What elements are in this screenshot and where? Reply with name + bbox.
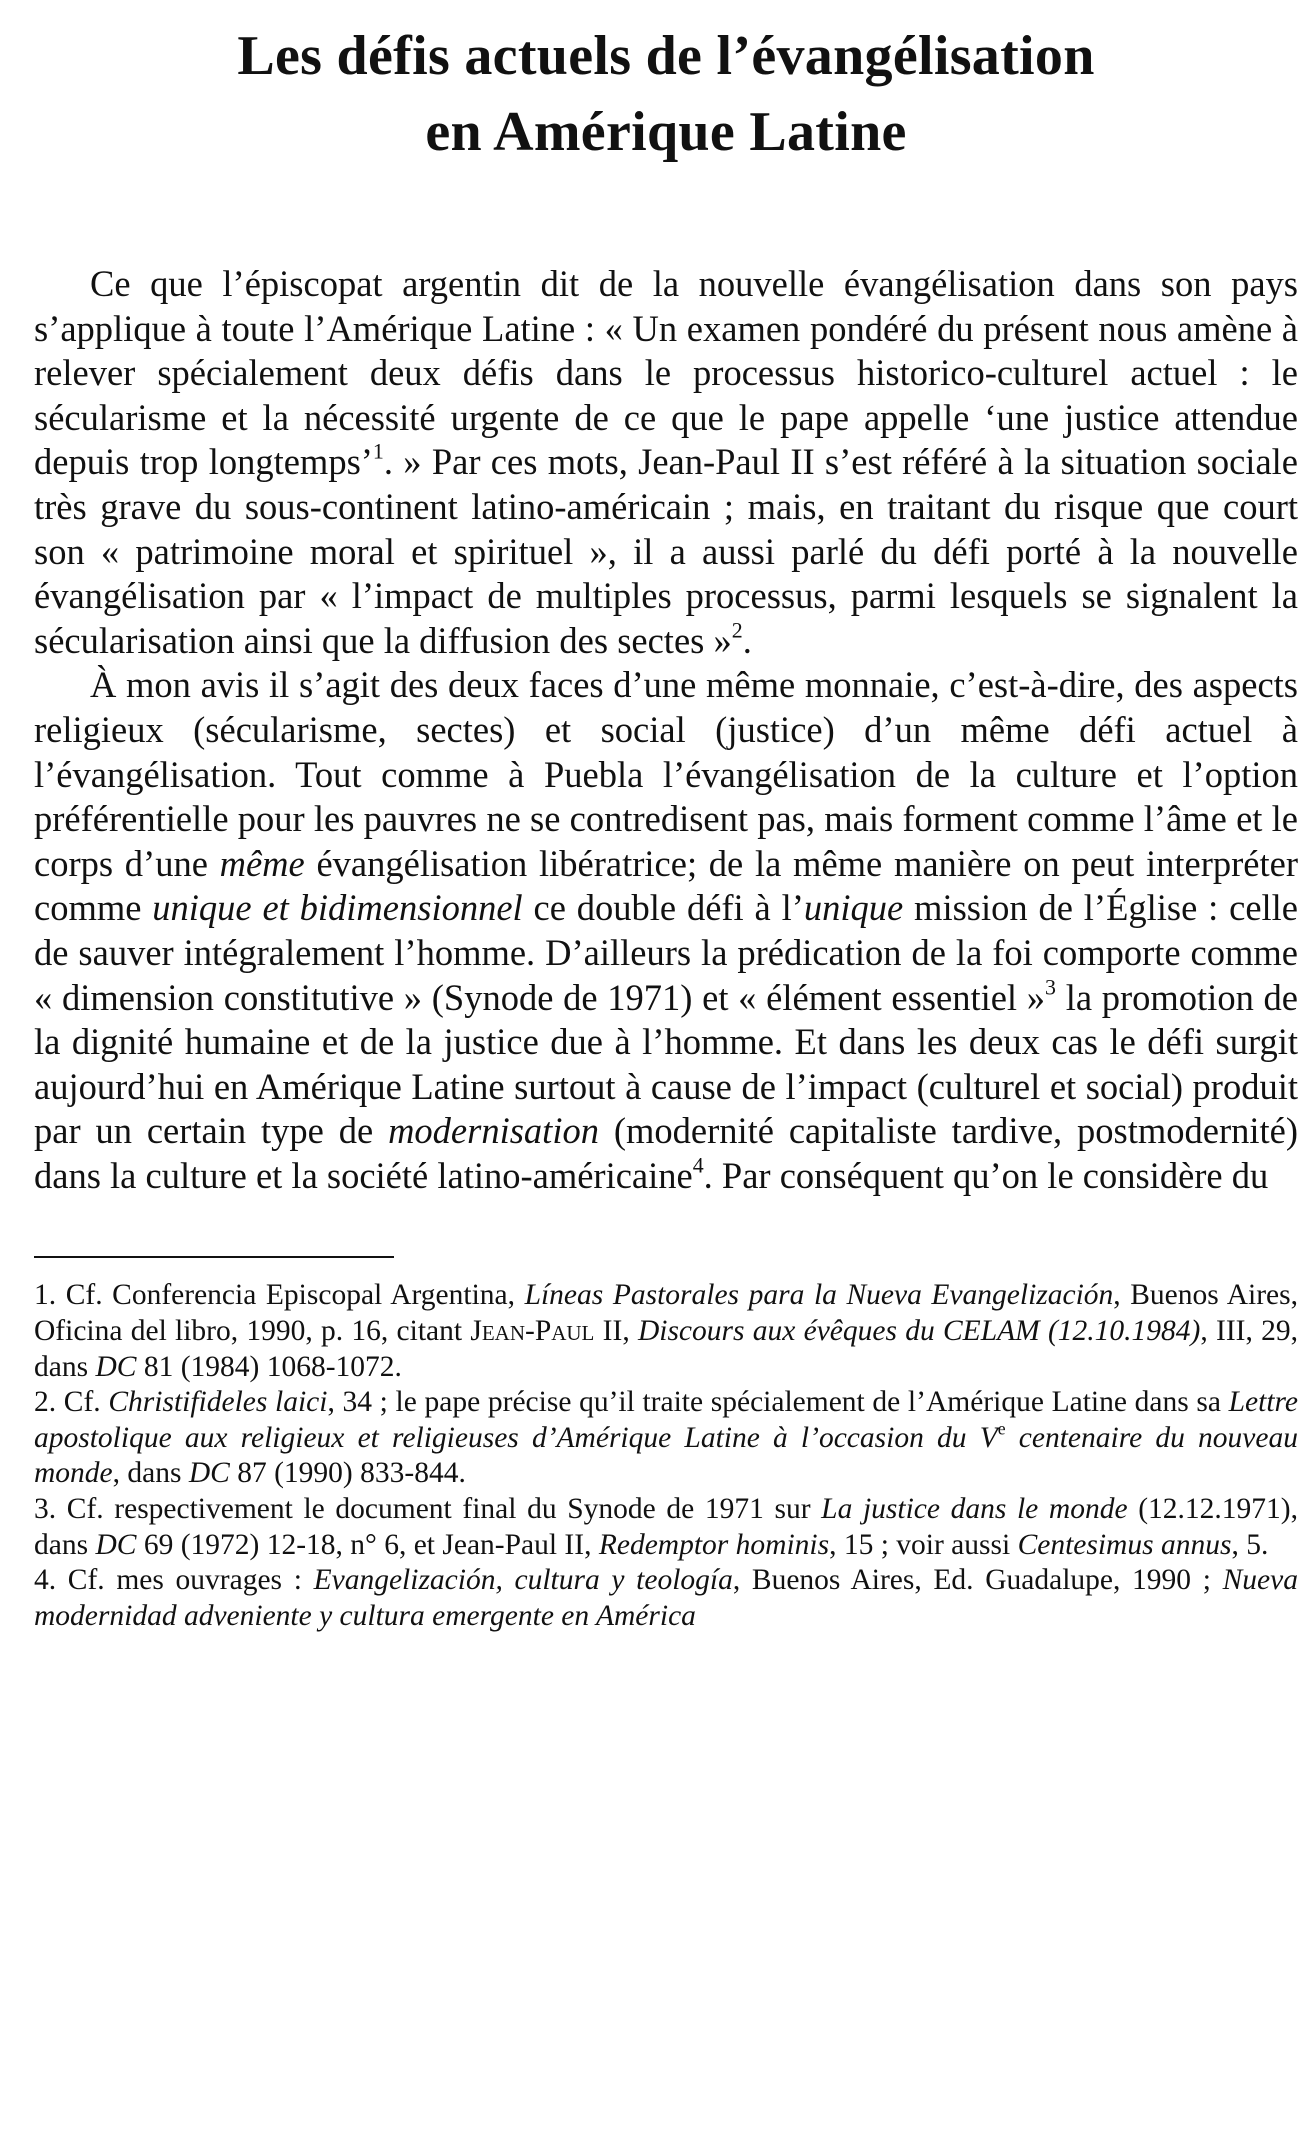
footnote-ref-1[interactable]: 1 [372, 439, 384, 465]
footnote-3: 3. Cf. respectivement le document final du Synode de 1971 sur La justice dans le monde (12.12.1971), dans DC 69 (1972) 12-18, n° 6, et Jean-Paul II, Redemptor hominis, 15 ; voir aussi Centesimus annus, 5. [34, 1493, 1298, 1561]
article-body [34, 262, 1298, 1198]
article-title [34, 18, 1298, 170]
footnote-4: 4. Cf. mes ouvrages : Evangelización, cultura y teología, Buenos Aires, Ed. Guadalupe, 1990 ; Nueva modernidad adveniente y cultura emergente en América [34, 1564, 1298, 1632]
footnote-divider [34, 1256, 394, 1258]
footnote-ref-2[interactable]: 2 [731, 617, 743, 643]
footnote-ref-3[interactable]: 3 [1045, 974, 1056, 1000]
title-line-2: en Amérique Latine [425, 101, 907, 163]
footnote-2: 2. Cf. Christifideles laici, 34 ; le pape précise qu’il traite spécialement de l’Amérique Latine dans sa Lettre apostolique aux religieux et religieuses d’Amérique Latine à l’occasion du Ve centenaire du nouveau monde, dans DC 87 (1990) 833-844. [34, 1386, 1298, 1490]
page [34, 18, 1298, 1634]
title-line-1: Les défis actuels de l’évangélisation [237, 25, 1095, 87]
footnote-ref-4[interactable]: 4 [692, 1152, 704, 1178]
footnote-1: 1. Cf. Conferencia Episcopal Argentina, Líneas Pastorales para la Nueva Evangelización, Buenos Aires, Oficina del libro, 1990, p. 16, citant Jean-Paul II, Discours aux évêques du CELAM (12.10.1984), III, 29, dans DC 81 (1984) 1068-1072. [34, 1279, 1298, 1383]
paragraph-2: À mon avis il s’agit des deux faces d’une même monnaie, c’est-à-dire, des aspects religieux (sécularisme, sectes) et social (justice) d’un même défi actuel à l’évangélisation. Tout comme à Puebla l’évangélisation de la culture et l’option préférentielle pour les pauvres ne se contredisent pas, mais forment comme l’âme et le corps d’une même évangélisation libératrice; de la même manière on peut interpréter comme unique et bidimensionnel ce double défi à l’unique mission de l’Église : celle de sauver intégralement l’homme. D’ailleurs la prédication de la foi comporte comme « dimension constitutive » (Synode de 1971) et « élément essentiel »$^3$ la promotion de la dignité humaine et de la justice due à l’homme. Et dans les deux cas le défi surgit aujourd’hui en Amérique Latine surtout à cause de l’impact (culturel et social) produit par un certain type de modernisation (modernité capitaliste tardive, postmodernité) dans la culture et la société latino-américaine$^4$. Par conséquent qu’on le considère du [34, 664, 1299, 1196]
footnotes [34, 1278, 1298, 1634]
paragraph-1: Ce que l’épiscopat argentin dit de la nouvelle évangélisation dans son pays s’applique à toute l’Amérique Latine : « Un examen pondéré du présent nous amène à relever spécialement deux défis dans le processus historico-culturel actuel : le sécularisme et la nécessité urgente de ce que le pape appelle ‘une justice attendue depuis trop longtemps’$^1$. » Par ces mots, Jean-Paul II s’est référé à la situation sociale très grave du sous-continent latino-américain ; mais, en traitant du risque que court son « patrimoine moral et spirituel », il a aussi parlé du défi porté à la nouvelle évangélisation par « l’impact de multiples processus, parmi lesquels se signalent la sécularisation ainsi que la diffusion des sectes »$^2$. [34, 263, 1298, 661]
